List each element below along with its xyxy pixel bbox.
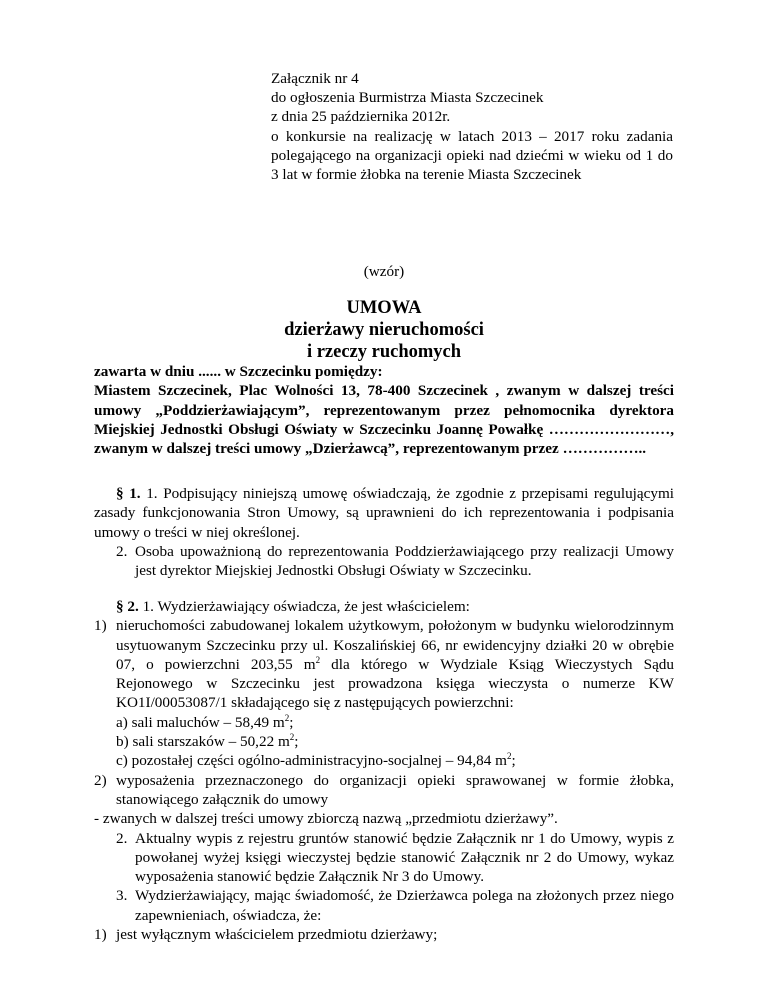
list-item-2 (94, 771, 674, 810)
section-1-para-2-num: 2. (116, 542, 128, 560)
section-1-para-2-text: Osoba upoważnioną do reprezentowania Poddzierżawiającego przy realizacji Umowy jest dyrektor Miejskiej Jednostki Obsługi Oświaty w Szczecinku. (135, 542, 674, 580)
annex-header (271, 69, 673, 184)
annex-number: Załącznik nr 4 (271, 70, 359, 87)
section-2-para-2-num: 2. (116, 829, 128, 847)
sub-item-c-sup: 2 (506, 751, 512, 762)
section-1-para-1 (94, 484, 674, 542)
section-2-para-3-text: Wydzierżawiający, mając świadomość, że Dzierżawca polega na złożonych przez niego zapewnieniach, oświadcza, że: (135, 887, 674, 924)
title-line-3: i rzeczy ruchomych (306, 342, 462, 362)
sub-item-b-text: b) sali starszaków – 50,22 m (116, 733, 290, 751)
declaration-item-1 (94, 925, 674, 944)
annex-subject: o konkursie na realizację w latach 2013 – 2017 roku zadania polegającego na organizacji opieki nad dziećmi w wieku od 1 do 3 lat w formie żłobka na terenie Miasta Szczecinek (271, 127, 673, 184)
list-item-2-num: 2) (94, 771, 107, 789)
sub-item-a (94, 713, 674, 732)
sub-item-b-end: ; (294, 733, 299, 751)
sub-item-a-text: a) sali maluchów – 58,49 m (116, 713, 285, 731)
declaration-item-1-text: jest wyłącznym właścicielem przedmiotu dzierżawy; (116, 926, 438, 944)
section-2-para-3-num: 3. (116, 887, 128, 905)
section-2-para-2-text: Aktualny wypis z rejestru gruntów stanowić będzie Załącznik nr 1 do Umowy, wypis z powołanej wyżej księgi wieczystej będzie stanowić Załącznik nr 2 do Umowy, wykaz wyposażenia stanowić będzie Załącznik Nr 3 do Umowy. (135, 829, 674, 886)
sub-item-c (94, 751, 674, 770)
document-title (0, 297, 768, 363)
sub-item-c-text: c) pozostałej części ogólno-administracyjno-socjalnej – 94,84 m (116, 752, 507, 770)
sub-item-a-end: ; (289, 713, 294, 731)
section-2 (94, 597, 674, 944)
list-item-1-num: 1) (94, 617, 107, 635)
section-2-para-1-text: 1. Wydzierżawiający oświadcza, że jest właścicielem: (142, 598, 470, 615)
template-note: (wzór) (363, 263, 405, 280)
sub-item-b-sup: 2 (289, 732, 295, 743)
sub-item-a-sup: 2 (284, 712, 290, 723)
parties-intro: zawarta w dniu ...... w Szczecinku pomiędzy: (94, 363, 383, 380)
list-item-1-text-a: nieruchomości zabudowanej lokalem użytkowym, położonym w budynku wielorodzinnym usytuowanym Szczecinku przy ul. Koszalińskiej 66, nr ewidencyjny działki 20 w obrębie 07, o powierzchni 203,55 m (116, 617, 674, 673)
title-line-1: UMOWA (346, 298, 422, 318)
list-item-1-text-b: dla którego w Wydziale Ksiąg Wieczystych Sądu Rejonowego w Szczecinku jest prowadzona księga wieczysta o numerze KW KO1I/00053087/1 składającego się z następujących powierzchni: (116, 655, 674, 712)
declaration-item-1-num: 1) (94, 926, 107, 944)
parties-text: Miastem Szczecinek, Plac Wolności 13, 78-400 Szczecinek , zwanym w dalszej treści umowy „Poddzierżawiającym”, reprezentowanym przez pełnomocnika dyrektora Miejskiej Jednostki Obsługi Oświaty w Szczecinku Joannę Powałkę ……………………, zwanym w dalszej treści umowy „Dzierżawcą”, reprezentowanym przez …………….. (94, 382, 674, 458)
section-1 (94, 484, 674, 580)
section-2-para-2 (94, 829, 674, 887)
sub-item-c-end: ; (511, 752, 516, 770)
list-item-1 (94, 616, 674, 712)
list-item-2-text: wyposażenia przeznaczonego do organizacji opieki sprawowanej w formie żłobka, stanowiącego załącznik do umowy (116, 771, 674, 808)
collective-name-line: - zwanych w dalszej treści umowy zbiorczą nazwą „przedmiotu dzierżawy”. (94, 810, 558, 828)
annex-date: z dnia 25 października 2012r. (271, 108, 451, 126)
section-1-para-1-text: 1. Podpisujący niniejszą umowę oświadczają, że zgodnie z przepisami regulującymi zasady funkcjonowania Stron Umowy, są uprawnieni do ich reprezentowania i podpisania umowy o treści w niej określonej. (94, 485, 675, 541)
title-line-2: dzierżawy nieruchomości (284, 320, 484, 340)
section-2-mark: § 2. (116, 598, 139, 615)
section-2-para-1 (94, 597, 674, 616)
list-item-1-text (116, 616, 674, 712)
area-unit-sup: 2 (315, 654, 321, 665)
annex-announcement: do ogłoszenia Burmistrza Miasta Szczecinek (271, 89, 544, 107)
sub-item-b (94, 732, 674, 751)
section-2-para-3 (94, 886, 674, 925)
parties-clause (94, 362, 674, 458)
section-1-para-2 (94, 542, 674, 581)
section-1-mark: § 1. (116, 485, 141, 502)
